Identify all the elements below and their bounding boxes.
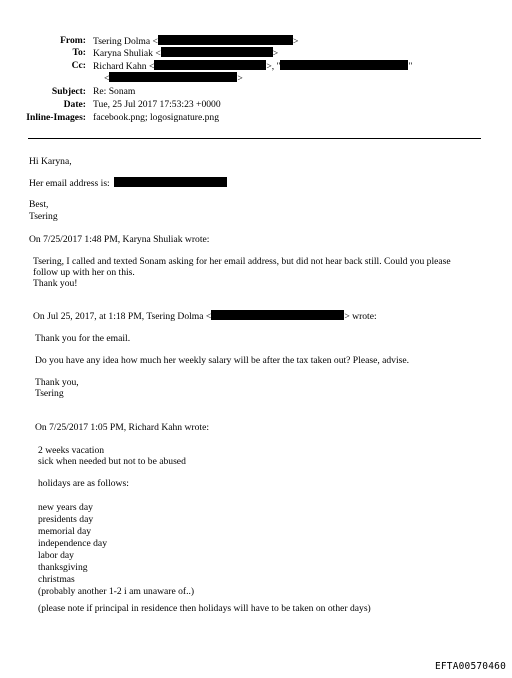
quote3-vacation: 2 weeks vacation — [38, 445, 105, 456]
quote2-line2: Do you have any idea how much her weekly salary will be after the tax taken out? Please, advise. — [35, 355, 410, 366]
redaction-box — [109, 72, 237, 82]
cc-name: Richard Kahn < — [93, 61, 155, 72]
greeting: Hi Karyna, — [29, 156, 72, 167]
quote3-attribution: On 7/25/2017 1:05 PM, Richard Kahn wrote: — [35, 422, 210, 433]
date-label: Date: — [63, 99, 86, 110]
quote1-line3: Thank you! — [33, 278, 78, 289]
to-name: Karyna Shuliak < — [93, 48, 161, 59]
header-divider — [28, 138, 481, 139]
cc-continuation — [104, 72, 243, 85]
quote2-signoff: Thank you, — [35, 377, 79, 388]
cc-cont-close: > — [237, 73, 243, 84]
cc-label: Cc: — [71, 60, 86, 71]
quote2-signoff-name: Tsering — [35, 388, 64, 399]
quote2-attribution-end: > wrote: — [344, 311, 377, 322]
from-label: From: — [60, 35, 86, 46]
inline-images-value: facebook.png; logosignature.png — [93, 112, 220, 123]
quote2-attribution-start: On Jul 25, 2017, at 1:18 PM, Tsering Dolma < — [33, 311, 212, 322]
list-item: memorial day — [38, 526, 92, 537]
list-item: new years day — [38, 502, 93, 513]
signoff: Best, — [29, 199, 49, 210]
quote2-attribution — [33, 310, 377, 323]
inline-images-label: Inline-Images: — [26, 112, 86, 123]
bates-number: EFTA00570460 — [434, 661, 506, 672]
email-address-label: Her email address is: — [29, 178, 110, 189]
list-item: presidents day — [38, 514, 94, 525]
from-close: > — [292, 36, 299, 47]
to-value — [93, 47, 278, 60]
redaction-box — [280, 60, 408, 70]
quote1-attribution: On 7/25/2017 1:48 PM, Karyna Shuliak wrote: — [29, 234, 210, 245]
from-name: Tsering Dolma < — [93, 36, 158, 47]
cc-sep: >, " — [266, 61, 281, 72]
holiday-list — [38, 502, 194, 598]
quote1-line1: Tsering, I called and texted Sonam asking for her email address, but did not hear back still. Could you please — [33, 256, 451, 267]
redaction-box — [161, 47, 273, 57]
signoff-name: Tsering — [29, 211, 58, 222]
date-value: Tue, 25 Jul 2017 17:53:23 +0000 — [93, 99, 221, 110]
list-item: independence day — [38, 538, 107, 549]
list-item: thanksgiving — [38, 562, 88, 573]
redaction-box — [154, 60, 266, 70]
redaction-box — [114, 177, 227, 187]
to-label: To: — [72, 47, 86, 58]
quote3-holidays-intro: holidays are as follows: — [38, 478, 129, 489]
quote1-line2: follow up with her on this. — [33, 267, 135, 278]
quote2-line1: Thank you for the email. — [35, 333, 131, 344]
to-close: > — [272, 48, 279, 59]
list-item: labor day — [38, 550, 74, 561]
subject-label: Subject: — [51, 86, 86, 97]
redaction-box — [211, 310, 344, 320]
list-item: (probably another 1-2 i am unaware of..) — [38, 586, 195, 597]
quote3-note: (please note if principal in residence then holidays will have to be taken on other days) — [38, 603, 371, 614]
cc-end: " — [408, 61, 413, 72]
subject-value: Re: Sonam — [93, 86, 136, 97]
cc-cont-open: < — [104, 73, 110, 84]
quote3-sick: sick when needed but not to be abused — [38, 456, 186, 467]
list-item: christmas — [38, 574, 75, 585]
email-address-line — [29, 177, 227, 190]
redaction-box — [158, 35, 293, 45]
